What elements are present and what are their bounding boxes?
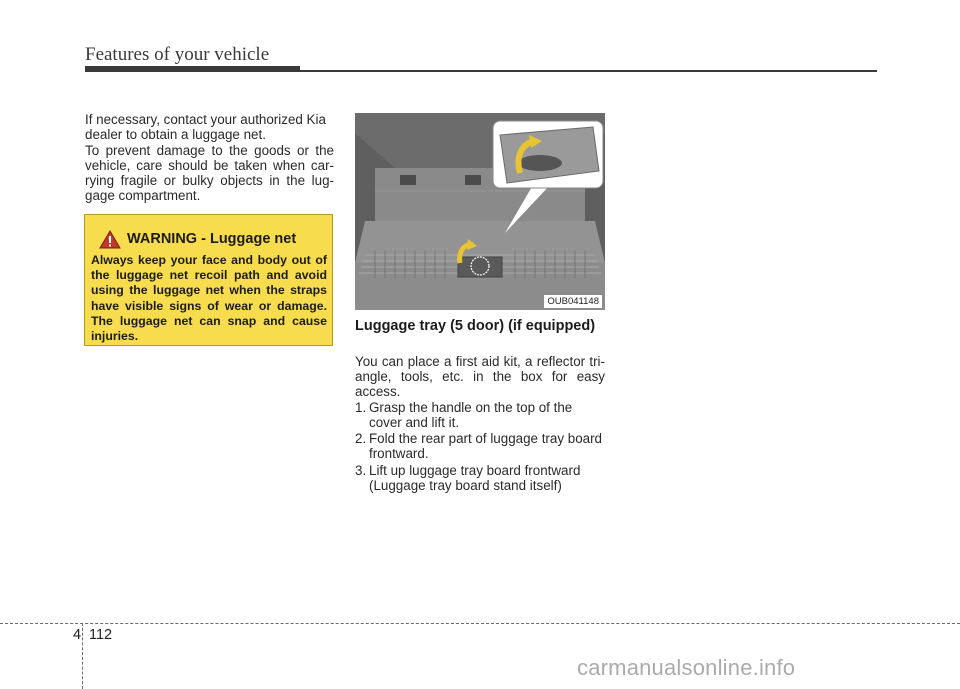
luggage-compartment-illustration	[355, 113, 605, 310]
section-intro: You can place a first aid kit, a reflector tri-angle, tools, etc. in the box for easy access.	[355, 354, 605, 400]
step-number: 3.	[355, 463, 367, 478]
header-rule-thick	[85, 66, 300, 72]
step-text: Lift up luggage tray board frontward (Luggage tray board stand itself)	[369, 463, 581, 494]
warning-title: WARNING - Luggage net	[127, 231, 297, 247]
warning-header	[99, 229, 296, 249]
intro-paragraph-luggage-net: If necessary, contact your authorized Kia dealer to obtain a luggage net.	[85, 112, 326, 142]
intro-paragraph-cargo-care: To prevent damage to the goods or the vehicle, care should be taken when car-rying fragile or bulky objects in the lug-gage compartment.	[85, 143, 334, 203]
page-header-title: Features of your vehicle	[85, 44, 270, 65]
footer-divider-vertical	[82, 623, 83, 689]
page-number: 112	[89, 627, 113, 643]
warning-text: Always keep your face and body out of the luggage net recoil path and avoid using the luggage net when the straps have visible signs of wear or damage. The luggage net can snap and cause injuries.	[91, 253, 327, 344]
step-item	[355, 400, 607, 430]
watermark-text: carmanualsonline.info	[577, 655, 796, 680]
step-item	[355, 463, 607, 493]
warning-box	[84, 214, 333, 346]
header-rule-thin	[300, 70, 877, 72]
luggage-tray-photo	[355, 113, 605, 310]
chapter-number: 4	[73, 627, 82, 643]
footer-divider-horizontal	[0, 623, 960, 624]
step-text: Fold the rear part of luggage tray board frontward.	[369, 431, 602, 462]
figure-code: OUB041148	[544, 295, 602, 308]
warning-triangle-icon	[99, 230, 121, 249]
section-title: Luggage tray (5 door) (if equipped)	[355, 318, 596, 334]
step-number: 2.	[355, 431, 367, 446]
step-number: 1.	[355, 400, 367, 415]
step-text: Grasp the handle on the top of the cover and lift it.	[369, 400, 573, 431]
step-item	[355, 431, 607, 461]
